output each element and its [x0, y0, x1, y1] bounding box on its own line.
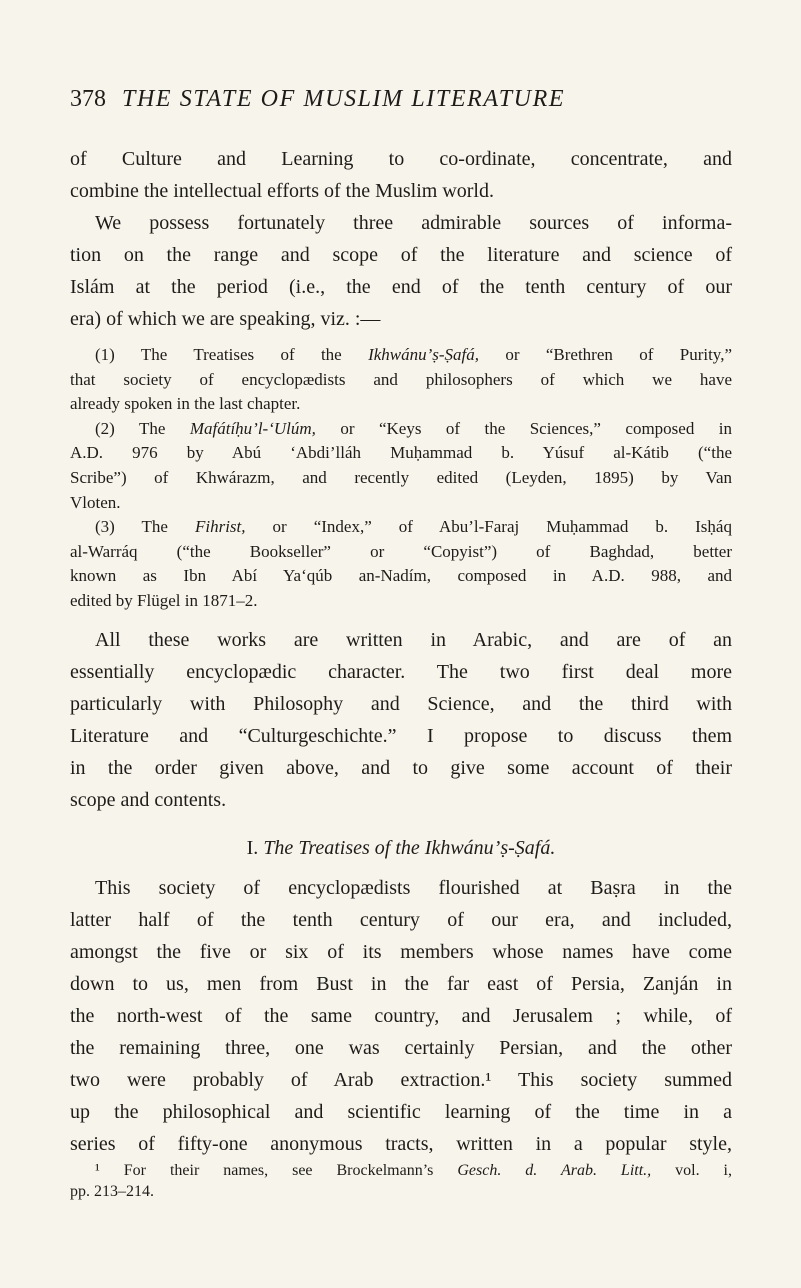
list-number: (2): [95, 418, 115, 438]
text-line: essentially encyclopædic character. The two first deal more: [70, 660, 732, 683]
text-line: A.D. 976 by Abú ‘Abdi’lláh Muḥammad b. Yúsuf al-Kátib (“the: [70, 443, 732, 463]
text-line: Islám at the period (i.e., the end of the tenth century of our: [70, 276, 732, 298]
text-line: latter half of the tenth century of our era, and included,: [70, 908, 732, 931]
paragraph: [70, 207, 732, 335]
list-item: [70, 515, 732, 613]
paragraph: [70, 624, 732, 816]
text-line: Vloten.: [70, 492, 121, 512]
text-line: tion on the range and scope of the literature and science of: [70, 244, 732, 266]
text-line: (1) The Treatises of the Ikhwánu’ṣ-Ṣafá, or “Brethren of Purity,”: [95, 345, 732, 364]
paragraph: [70, 143, 732, 207]
text-line: Literature and “Culturgeschichte.” I propose to discuss them: [70, 724, 732, 747]
text-line: All these works are written in Arabic, and are of an: [95, 628, 732, 651]
footnote-marker: ¹: [95, 1161, 100, 1179]
text-line: amongst the five or six of its members whose names have come: [70, 940, 732, 963]
text-line: (3) The Fihrist, or “Index,” of Abu’l-Faraj Muḥammad b. Isḥáq: [95, 517, 732, 537]
running-title: THE STATE OF MUSLIM LITERATURE: [122, 86, 566, 112]
text-line: the north-west of the same country, and Jerusalem ; while, of: [70, 1004, 732, 1027]
text-line: already spoken in the last chapter.: [70, 394, 301, 414]
sources-list: [70, 343, 732, 614]
work-title: Fihrist,: [194, 517, 246, 537]
work-title: Mafátíḥu’l-‘Ulúm,: [189, 418, 316, 438]
text-line: Scribe”) of Khwárazm, and recently edited (Leyden, 1895) by Van: [70, 467, 732, 487]
section-number: I.: [246, 836, 259, 859]
page-header: [70, 86, 730, 118]
text-line: edited by Flügel in 1871–2.: [70, 590, 258, 610]
page-body: [70, 143, 732, 1202]
list-item: [70, 343, 732, 417]
text-line: This society of encyclopædists flourished at Baṣra in the: [95, 876, 732, 899]
text-line: scope and contents.: [70, 788, 227, 811]
section-heading: [70, 832, 732, 864]
footnote-line: pp. 213–214.: [70, 1182, 154, 1200]
text-line: era) of which we are speaking, viz. :—: [70, 308, 381, 330]
text-line: We possess fortunately three admirable sources of informa-: [95, 212, 732, 234]
text-line: the remaining three, one was certainly Persian, and the other: [70, 1036, 732, 1059]
list-item: [70, 417, 732, 515]
cited-title: Gesch. d. Arab. Litt.,: [457, 1161, 652, 1179]
text-line: that society of encyclopædists and philosophers of which we have: [70, 369, 732, 389]
text-line: series of fifty-one anonymous tracts, written in a popular style,: [70, 1132, 732, 1155]
list-number: (1): [95, 345, 115, 364]
text-line: down to us, men from Bust in the far east of Persia, Zanján in: [70, 972, 732, 995]
section-title: The Treatises of the Ikhwánu’ṣ-Ṣafá.: [263, 836, 556, 859]
text-line: particularly with Philosophy and Science, and the third with: [70, 692, 732, 715]
work-title: Ikhwánu’ṣ-Ṣafá,: [368, 345, 480, 364]
text-line: al-Warráq (“the Bookseller” or “Copyist”) of Baghdad, better: [70, 541, 732, 561]
text-line: known as Ibn Abí Ya‘qúb an-Nadím, composed in A.D. 988, and: [70, 566, 732, 586]
footnote: [70, 1160, 732, 1202]
text-line: (2) The Mafátíḥu’l-‘Ulúm, or “Keys of the Sciences,” composed in: [95, 418, 732, 438]
list-number: (3): [95, 517, 115, 537]
text-line: combine the intellectual efforts of the Muslim world.: [70, 180, 494, 202]
paragraph: [70, 872, 732, 1160]
footnote-line: ¹ For their names, see Brockelmann’s Gesch. d. Arab. Litt., vol. i,: [95, 1161, 732, 1179]
text-line: two were probably of Arab extraction.¹ This society summed: [70, 1068, 732, 1091]
text-line: of Culture and Learning to co-ordinate, concentrate, and: [70, 148, 732, 170]
text-line: in the order given above, and to give some account of their: [70, 756, 732, 779]
page-number: 378: [70, 86, 106, 112]
text-line: up the philosophical and scientific learning of the time in a: [70, 1100, 732, 1123]
